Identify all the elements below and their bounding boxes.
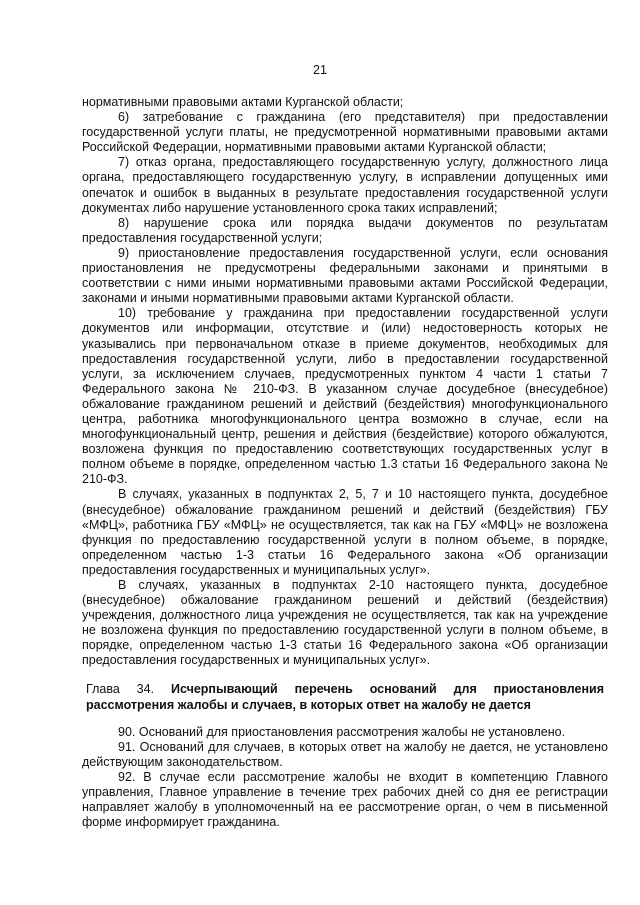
paragraph: нормативными правовыми актами Курганской области; — [82, 95, 404, 109]
paragraph: В случаях, указанных в подпунктах 2-10 настоящего пункта, досудебное (внесудебное) обжалование гражданином решений и действий (бездействия) учреждения, должностного лица учреждения не осуществляется, так как на учреждение не возложена функция по предоставлению государственной услуги в полном объеме, в порядке, определенном частью 1-3 статьи 16 Федерального закона «Об организации предоставления государственных и муниципальных услуг». — [82, 578, 608, 668]
paragraph: 9) приостановление предоставления государственной услуги, если основания приостановления не предусмотрены федеральными законами и принятыми в соответствии с ними иными нормативными правовыми актами Российской Федерации, законами и иными нормативными правовыми актами Курганской области. — [82, 245, 608, 306]
document-body — [82, 95, 608, 830]
chapter-heading — [82, 681, 608, 713]
paragraph: 10) требование у гражданина при предоставлении государственной услуги документов или информации, отсутствие и (или) недостоверность которых не указывались при первоначальном отказе в приеме документов, необходимых для предоставления государственной услуги, либо в предоставлении государственной услуги, за исключением случаев, предусмотренных пунктом 4 части 1 статьи 7 Федерального закона № 210-ФЗ. В указанном случае досудебное (внесудебное) обжалование гражданином решений и действий (бездействия) многофункционального центра, работника многофункционального центра возможно в случае, если на многофункциональный центр, решения и действия (бездействие) которого обжалуются, возложена функция по предоставлению соответствующих государственных услуг в полном объеме в порядке, определенном частью 1.3 статьи 16 Федерального закона № 210-ФЗ. — [82, 306, 608, 487]
paragraph: 7) отказ органа, предоставляющего государственную услугу, должностного лица органа, предоставляющего государственную услугу, в исправлении допущенных ими опечаток и ошибок в выданных в результате предоставления государственной услуги документах либо нарушение установленного срока таких исправлений; — [82, 155, 608, 215]
page-number: 21 — [313, 63, 327, 77]
paragraph: 6) затребование с гражданина (его представителя) при предоставлении государственной услуги платы, не предусмотренной нормативными правовыми актами Российской Федерации, нормативными правовыми актами Курганской области; — [82, 110, 608, 155]
bottom-paragraphs — [82, 725, 608, 831]
chapter-prefix: Глава 34. — [86, 681, 155, 696]
chapter-title: Исчерпывающий перечень оснований для приостановления рассмотрения жалобы и случаев, в которых ответ на жалобу не дается — [86, 681, 604, 712]
paragraph: 90. Оснований для приостановления рассмотрения жалобы не установлено. — [118, 724, 566, 739]
paragraph: 8) нарушение срока или порядка выдачи документов по результатам предоставления государственной услуги; — [82, 215, 608, 245]
paragraph: 91. Оснований для случаев, в которых ответ на жалобу не дается, не установлено действующим законодательством. — [82, 739, 608, 769]
paragraph: В случаях, указанных в подпунктах 2, 5, 7 и 10 настоящего пункта, досудебное (внесудебное) обжалование гражданином решений и действий (бездействия) ГБУ «МФЦ», работника ГБУ «МФЦ» не осуществляется, так как на ГБУ «МФЦ» не возложена функция по предоставлению государственной услуги в полном объеме, в порядке, определенном частью 1-3 статьи 16 Федерального закона «Об организации предоставления государственных и муниципальных услуг». — [82, 487, 608, 577]
section-spacer — [82, 669, 608, 681]
top-paragraphs — [82, 95, 608, 669]
section-spacer — [82, 713, 608, 725]
paragraph: 92. В случае если рассмотрение жалобы не входит в компетенцию Главного управления, Главное управление в течение трех рабочих дней со дня ее регистрации направляет жалобу в уполномоченный на ее рассмотрение орган, о чем в письменной форме информирует гражданина. — [82, 769, 608, 830]
